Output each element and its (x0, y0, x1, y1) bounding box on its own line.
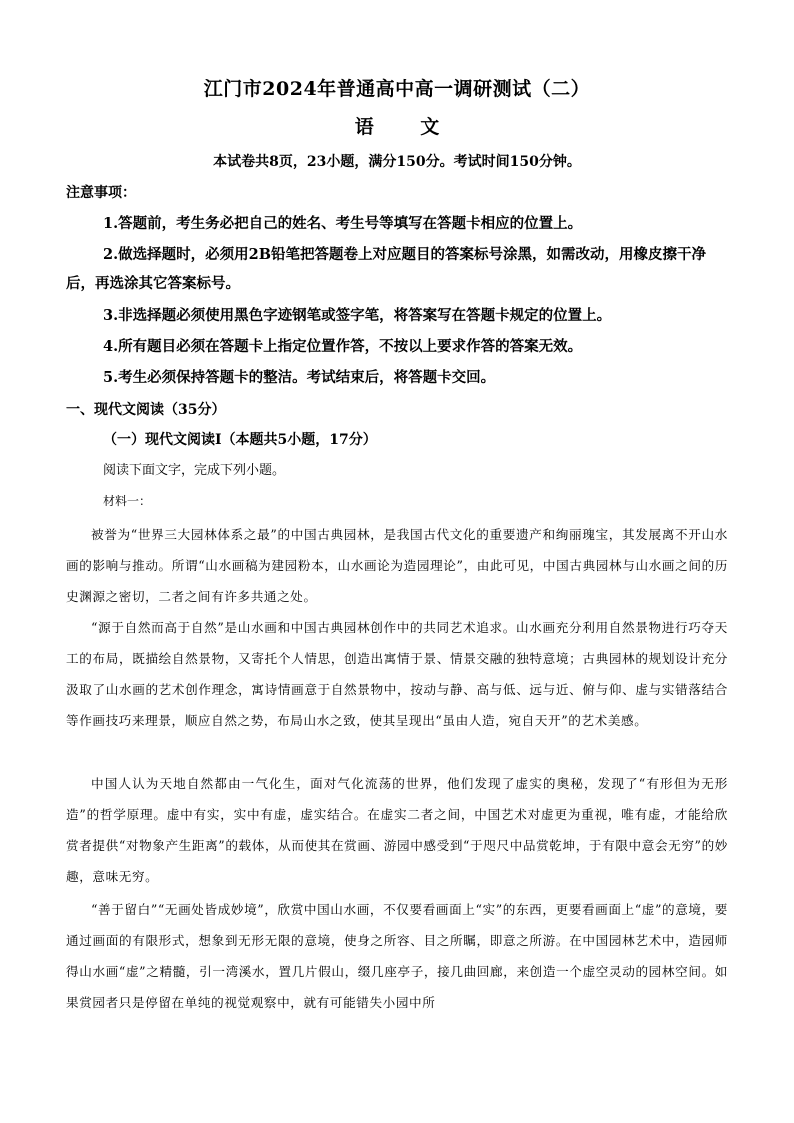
notice-item: 3.非选择题必须使用黑色字迹钢笔或签字笔，将答案写在答题卡规定的位置上。 (103, 307, 612, 324)
notice-item: 2.做选择题时，必须用2B铅笔把答题卷上对应题目的答案标号涂黑，如需改动，用橡皮擦干净后，再选涂其它答案标号。 (66, 246, 706, 292)
exam-meta: 本试卷共8页，23小题，满分150分。考试时间150分钟。 (213, 154, 581, 170)
section-subtitle: （一）现代文阅读Ⅰ（本题共5小题，17分） (103, 432, 377, 448)
notice-item: 1.答题前，考生务必把自己的姓名、考生号等填写在答题卡相应的位置上。 (103, 215, 583, 232)
notice-heading: 注意事项： (66, 185, 136, 201)
material-paragraph: 被誉为“世界三大园林体系之最”的中国古典园林，是我国古代文化的重要遗产和绚丽瑰宝，其发展离不开山水画的影响与推动。所谓“山水画稿为建园粉本，山水画论为造园理论”，由此可见，中国古典园林与山水画之间的历史渊源之密切，二者之间有许多共通之处。 (66, 527, 728, 604)
notice-item: 4.所有题目必须在答题卡上指定位置作答，不按以上要求作答的答案无效。 (103, 338, 583, 355)
section-instruction: 阅读下面文字，完成下列小题。 (103, 463, 286, 478)
material-paragraph: “善于留白”“无画处皆成妙境”，欣赏中国山水画，不仅要看画面上“实”的东西，更要看画面上“虚”的意境，要通过画面的有限形式，想象到无形无限的意境，使身之所容、目之所瞩，即意之所游。在中国园林艺术中，造园师得山水画“虚”之精髓，引一湾溪水，置几片假山，缀几座亭子，接几曲回廊，来创造一个虚空灵动的园林空间。如果赏园者只是停留在单纯的视觉观察中，就有可能错失小园中所 (66, 902, 728, 1010)
exam-title: 江门市2024年普通高中高一调研测试（二） (203, 78, 591, 100)
section-title: 一、现代文阅读（35分） (66, 402, 226, 418)
exam-subject: 语 文 (354, 116, 460, 138)
material-label: 材料一： (103, 494, 152, 508)
material-paragraph: 中国人认为天地自然都由一气化生，面对气化流荡的世界，他们发现了虚实的奥秘，发现了“有形但为无形造”的哲学原理。虚中有实，实中有虚，虚实结合。在虚实二者之间，中国艺术对虚更为重视，唯有虚，才能给欣赏者提供“对物象产生距离”的载体，从而使其在赏画、游园中感受到“于咫尺中品赏乾坤，于有限中意会无穷”的妙趣，意味无穷。 (66, 776, 728, 884)
material-paragraph: “源于自然而高于自然”是山水画和中国古典园林创作中的共同艺术追求。山水画充分利用自然景物进行巧夺天工的布局，既描绘自然景物，又寄托个人情思，创造出寓情于景、情景交融的独特意境；古典园林的规划设计充分汲取了山水画的艺术创作理念，寓诗情画意于自然景物中，按动与静、高与低、远与近、俯与仰、虚与实错落结合等作画技巧来理景，顺应自然之势，布局山水之致，使其呈现出“虽由人造，宛自天开”的艺术美感。 (66, 620, 728, 728)
notice-item: 5.考生必须保持答题卡的整洁。考试结束后，将答题卡交回。 (103, 369, 496, 386)
